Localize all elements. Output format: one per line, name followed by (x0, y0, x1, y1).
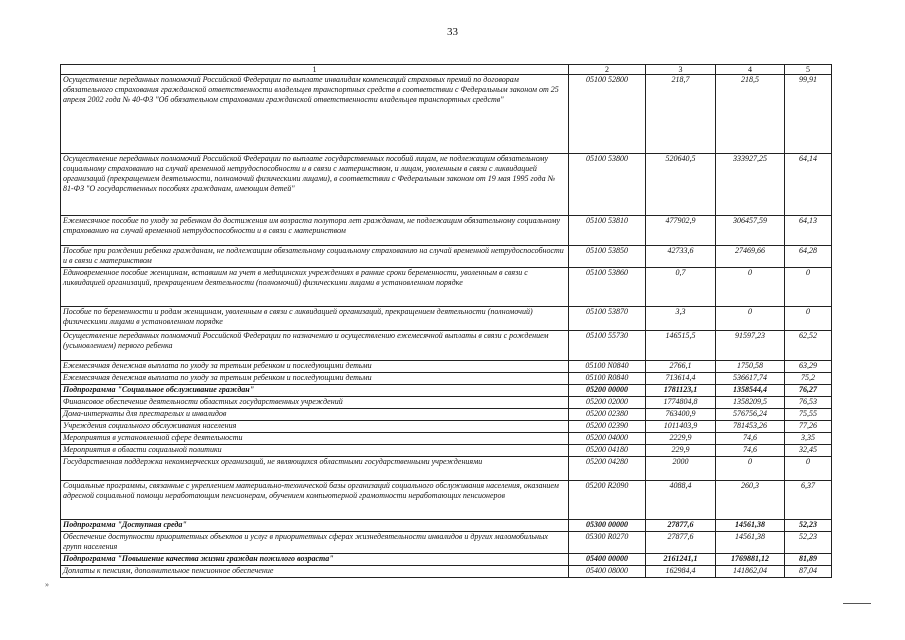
table-row (61, 361, 832, 373)
table-row (61, 268, 832, 307)
row-fact-cell: 1358209,5 (716, 397, 785, 409)
row-fact-cell: 74,6 (716, 433, 785, 445)
row-name-cell: Дома-интернаты для престарелых и инвалидов (61, 409, 569, 421)
row-code-cell: 05200 02380 (569, 409, 646, 421)
table-row (61, 520, 832, 532)
header-row (61, 65, 832, 75)
row-name-cell: Осуществление переданных полномочий Российской Федерации по выплате инвалидам компенсаций страховых премий по договорам обязательного страхования гражданской ответственности владельцев транспортных средств в соответствии с Федеральным законом от 25 апреля 2002 года № 40-ФЗ "Об обязательном страховании гражданской ответственности владельцев транспортных средств" (61, 75, 569, 154)
row-name-cell: Социальные программы, связанные с укреплением материально-технической базы организаций социального обслуживания населения, оказанием адресной социальной помощи неработающим пенсионерам, обучением компьютерной грамотности неработающих пенсионеров (61, 481, 569, 520)
row-name-cell: Осуществление переданных полномочий Российской Федерации по выплате государственных пособий лицам, не подлежащим обязательному социальному страхованию на случай временной нетрудоспособности и в связи с материнством, и лицам, уволенным в связи с ликвидацией организаций (прекращением деятельности, полномочий физическими лицами), в соответствии с Федеральным законом от 19 мая 1995 года № 81-ФЗ "О государственных пособиях гражданам, имеющим детей" (61, 154, 569, 216)
row-plan-cell: 1011403,9 (646, 421, 716, 433)
row-fact-cell: 576756,24 (716, 409, 785, 421)
row-percent-cell: 87,04 (785, 566, 832, 578)
row-plan-cell: 520640,5 (646, 154, 716, 216)
row-percent-cell: 0 (785, 268, 832, 307)
row-code-cell: 05200 04000 (569, 433, 646, 445)
row-plan-cell: 2161241,1 (646, 554, 716, 566)
row-name-cell: Подпрограмма "Повышение качества жизни граждан пожилого возраста" (61, 554, 569, 566)
row-plan-cell: 4088,4 (646, 481, 716, 520)
row-percent-cell: 52,23 (785, 532, 832, 554)
header-col-4: 4 (716, 65, 785, 75)
row-percent-cell: 76,53 (785, 397, 832, 409)
row-name-cell: Мероприятия в области социальной политики (61, 445, 569, 457)
row-plan-cell: 162984,4 (646, 566, 716, 578)
row-plan-cell: 218,7 (646, 75, 716, 154)
row-name-cell: Ежемесячная денежная выплата по уходу за третьим ребенком и последующими детьми (61, 361, 569, 373)
row-code-cell: 05100 R0840 (569, 373, 646, 385)
row-code-cell: 05400 08000 (569, 566, 646, 578)
row-fact-cell: 781453,26 (716, 421, 785, 433)
footer-rule (843, 603, 871, 604)
row-plan-cell: 3,3 (646, 307, 716, 331)
row-percent-cell: 63,29 (785, 361, 832, 373)
row-plan-cell: 229,9 (646, 445, 716, 457)
row-code-cell: 05100 55730 (569, 331, 646, 361)
row-name-cell: Государственная поддержка некоммерческих организаций, не являющихся областными государственными учреждениями (61, 457, 569, 481)
table-row (61, 331, 832, 361)
row-fact-cell: 0 (716, 457, 785, 481)
row-plan-cell: 42733,6 (646, 246, 716, 268)
row-code-cell: 05100 53870 (569, 307, 646, 331)
header-col-5: 5 (785, 65, 832, 75)
row-code-cell: 05100 53800 (569, 154, 646, 216)
row-fact-cell: 1358544,4 (716, 385, 785, 397)
table-row (61, 421, 832, 433)
row-percent-cell: 99,91 (785, 75, 832, 154)
row-percent-cell: 0 (785, 457, 832, 481)
row-percent-cell: 3,35 (785, 433, 832, 445)
row-fact-cell: 0 (716, 268, 785, 307)
row-plan-cell: 477902,9 (646, 216, 716, 246)
row-fact-cell: 141862,04 (716, 566, 785, 578)
header-col-2: 2 (569, 65, 646, 75)
table-row (61, 481, 832, 520)
table-row (61, 397, 832, 409)
row-plan-cell: 0,7 (646, 268, 716, 307)
row-percent-cell: 0 (785, 307, 832, 331)
row-code-cell: 05100 53810 (569, 216, 646, 246)
row-plan-cell: 27877,6 (646, 520, 716, 532)
table-row (61, 566, 832, 578)
row-fact-cell: 14561,38 (716, 532, 785, 554)
table-row (61, 307, 832, 331)
row-code-cell: 05200 02000 (569, 397, 646, 409)
row-plan-cell: 2000 (646, 457, 716, 481)
row-plan-cell: 1774804,8 (646, 397, 716, 409)
row-percent-cell: 77,26 (785, 421, 832, 433)
row-fact-cell: 91597,23 (716, 331, 785, 361)
row-fact-cell: 218,5 (716, 75, 785, 154)
table-row (61, 246, 832, 268)
row-code-cell: 05200 02390 (569, 421, 646, 433)
row-name-cell: Пособие по беременности и родам женщинам, уволенным в связи с ликвидацией организаций, прекращением деятельности (полномочий) физическими лицами в установленном порядке (61, 307, 569, 331)
row-percent-cell: 76,27 (785, 385, 832, 397)
row-name-cell: Осуществление переданных полномочий Российской Федерации по назначению и осуществлению ежемесячной выплаты в связи с рождением (усыновлением) первого ребенка (61, 331, 569, 361)
row-name-cell: Финансовое обеспечение деятельности областных государственных учреждений (61, 397, 569, 409)
row-name-cell: Пособие при рождении ребенка гражданам, не подлежащим обязательному социальному страхованию на случай временной нетрудоспособности и в связи с материнством (61, 246, 569, 268)
row-name-cell: Подпрограмма "Социальное обслуживание граждан" (61, 385, 569, 397)
row-name-cell: Доплаты к пенсиям, дополнительное пенсионное обеспечение (61, 566, 569, 578)
header-col-1: 1 (61, 65, 569, 75)
row-percent-cell: 64,14 (785, 154, 832, 216)
table-row (61, 75, 832, 154)
row-plan-cell: 763400,9 (646, 409, 716, 421)
row-plan-cell: 2229,9 (646, 433, 716, 445)
row-name-cell: Ежемесячная денежная выплата по уходу за третьим ребенком и последующими детьми (61, 373, 569, 385)
table-row (61, 216, 832, 246)
row-name-cell: Ежемесячное пособие по уходу за ребенком до достижения им возраста полутора лет гражданам, не подлежащим обязательному социальному страхованию на случай временной нетрудоспособности и в связи с материнством (61, 216, 569, 246)
row-percent-cell: 75,55 (785, 409, 832, 421)
row-code-cell: 05200 04280 (569, 457, 646, 481)
row-name-cell: Единовременное пособие женщинам, вставшим на учет в медицинских учреждениях в ранние сроки беременности, уволенным в связи с ликвидацией организаций, прекращением деятельности (полномочий) физическими лицами в установленном порядке (61, 268, 569, 307)
row-plan-cell: 713614,4 (646, 373, 716, 385)
row-plan-cell: 27877,6 (646, 532, 716, 554)
row-fact-cell: 306457,59 (716, 216, 785, 246)
row-fact-cell: 74,6 (716, 445, 785, 457)
row-plan-cell: 1781123,1 (646, 385, 716, 397)
row-percent-cell: 32,45 (785, 445, 832, 457)
table-row (61, 554, 832, 566)
row-fact-cell: 333927,25 (716, 154, 785, 216)
row-percent-cell: 64,13 (785, 216, 832, 246)
table-row (61, 409, 832, 421)
row-code-cell: 05300 R0270 (569, 532, 646, 554)
row-fact-cell: 0 (716, 307, 785, 331)
row-percent-cell: 64,28 (785, 246, 832, 268)
page-number: 33 (447, 26, 458, 38)
row-percent-cell: 6,37 (785, 481, 832, 520)
table-row (61, 154, 832, 216)
row-percent-cell: 52,23 (785, 520, 832, 532)
row-code-cell: 05200 04180 (569, 445, 646, 457)
row-fact-cell: 536617,74 (716, 373, 785, 385)
row-code-cell: 05100 53850 (569, 246, 646, 268)
row-code-cell: 05400 00000 (569, 554, 646, 566)
table-row (61, 433, 832, 445)
budget-table (60, 64, 832, 578)
row-name-cell: Учреждения социального обслуживания населения (61, 421, 569, 433)
row-fact-cell: 1750,58 (716, 361, 785, 373)
row-code-cell: 05100 52800 (569, 75, 646, 154)
row-percent-cell: 81,89 (785, 554, 832, 566)
row-code-cell: 05300 00000 (569, 520, 646, 532)
header-col-3: 3 (646, 65, 716, 75)
row-code-cell: 05100 N0840 (569, 361, 646, 373)
row-fact-cell: 14561,38 (716, 520, 785, 532)
table-row (61, 532, 832, 554)
row-percent-cell: 75,2 (785, 373, 832, 385)
row-fact-cell: 27469,66 (716, 246, 785, 268)
row-percent-cell: 62,52 (785, 331, 832, 361)
table-row (61, 373, 832, 385)
row-code-cell: 05100 53860 (569, 268, 646, 307)
row-code-cell: 05200 00000 (569, 385, 646, 397)
row-fact-cell: 1769881,12 (716, 554, 785, 566)
row-plan-cell: 146515,5 (646, 331, 716, 361)
table-row (61, 445, 832, 457)
table-row (61, 457, 832, 481)
table-row (61, 385, 832, 397)
row-code-cell: 05200 R2090 (569, 481, 646, 520)
row-name-cell: Обеспечение доступности приоритетных объектов и услуг в приоритетных сферах жизнедеятельности инвалидов и других маломобильных групп населения (61, 532, 569, 554)
row-plan-cell: 2766,1 (646, 361, 716, 373)
row-fact-cell: 260,3 (716, 481, 785, 520)
margin-mark: » (45, 580, 49, 589)
row-name-cell: Мероприятия в установленной сфере деятельности (61, 433, 569, 445)
row-name-cell: Подпрограмма "Доступная среда" (61, 520, 569, 532)
